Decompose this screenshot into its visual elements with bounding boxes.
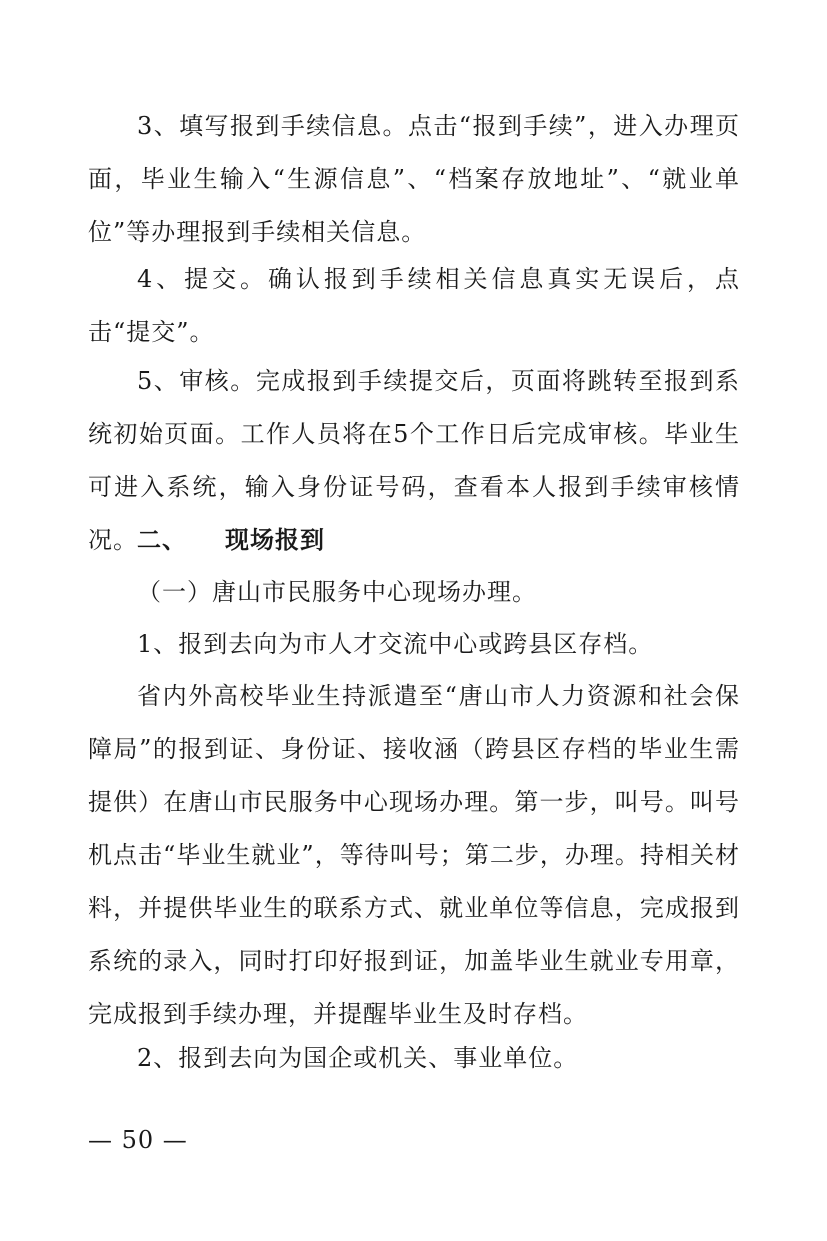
paragraph-destination-state-enterprise: 2、报到去向为国企或机关、事业单位。 [137,1044,579,1072]
paragraph-review: 5、审核。完成报到手续提交后，页面将跳转至报到系统初始页面。工作人员将在5个工作日后完成审核。毕业生可进入系统，输入身份证号码，查看本人报到手续审核情况。 [88,367,740,554]
paragraph-destination-talent-center: 1、报到去向为市人才交流中心或跨县区存档。 [137,630,654,658]
paragraph-subsection-tangshan: （一）唐山市民服务中心现场办理。 [137,578,537,606]
section-heading [88,514,740,567]
paragraph-submit: 4、提交。确认报到手续相关信息真实无误后，点击“提交”。 [88,265,740,346]
page-number: — 50 — [88,1126,188,1154]
section-number: 二、 [137,526,187,554]
paragraph-fill-registration-info: 3、填写报到手续信息。点击“报到手续”，进入办理页面，毕业生输入“生源信息”、“档案存放地址”、“就业单位”等办理报到手续相关信息。 [88,112,740,246]
paragraph-onsite-procedure: 省内外高校毕业生持派遣至“唐山市人力资源和社会保障局”的报到证、身份证、接收涵（跨县区存档的毕业生需提供）在唐山市民服务中心现场办理。第一步，叫号。叫号机点击“毕业生就业”，等待叫号；第二步，办理。持相关材料，并提供毕业生的联系方式、就业单位等信息，完成报到系统的录入，同时打印好报到证，加盖毕业生就业专用章，完成报到手续办理，并提醒毕业生及时存档。 [88,682,740,1028]
section-title: 现场报到 [225,526,325,554]
